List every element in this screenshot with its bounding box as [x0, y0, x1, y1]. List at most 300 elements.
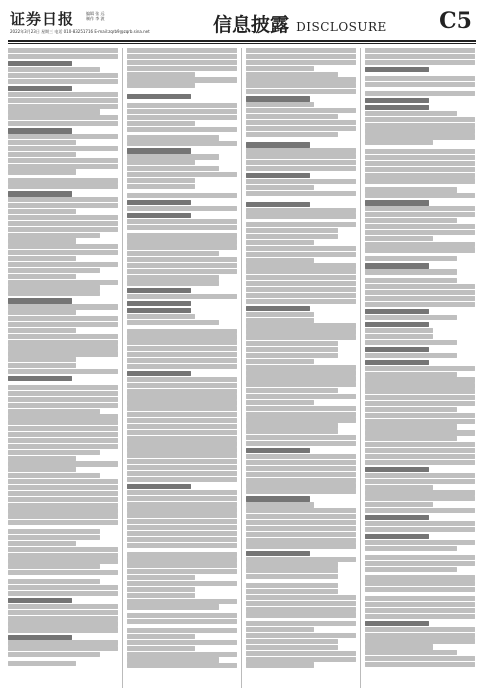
- text-line: [365, 296, 475, 301]
- text-line: [365, 608, 475, 613]
- text-line: [365, 347, 429, 352]
- text-line: [8, 397, 118, 402]
- text-line: [8, 158, 118, 163]
- text-line: [365, 460, 475, 465]
- text-line: [246, 293, 356, 298]
- text-line: [365, 596, 475, 601]
- text-line: [365, 473, 475, 478]
- text-line: [365, 575, 475, 580]
- text-line: [127, 213, 191, 218]
- text-line: [127, 465, 237, 470]
- text-line: [127, 459, 237, 464]
- text-line: [246, 502, 314, 507]
- text-line: [127, 329, 237, 334]
- text-line: [127, 447, 237, 452]
- text-line: [8, 547, 118, 552]
- text-line: [127, 502, 237, 507]
- text-line: [246, 412, 356, 417]
- text-line: [246, 589, 338, 594]
- text-line: [246, 234, 338, 239]
- text-line: [365, 496, 475, 501]
- text-line: [246, 353, 338, 358]
- text-line: [365, 567, 457, 572]
- text-line: [365, 155, 475, 160]
- text-line: [8, 164, 118, 169]
- text-line: [127, 225, 237, 230]
- text-line: [246, 466, 356, 471]
- text-line: [127, 288, 191, 293]
- text-line: [246, 607, 356, 612]
- text-line: [8, 67, 100, 72]
- text-line: [365, 419, 475, 424]
- text-line: [365, 178, 475, 183]
- text-line: [8, 184, 118, 189]
- text-line: [8, 479, 118, 484]
- text-line: [127, 513, 237, 518]
- text-line: [365, 442, 475, 447]
- text-line: [246, 323, 356, 328]
- text-line: [127, 301, 191, 306]
- text-line: [8, 535, 100, 540]
- text-line: [127, 148, 191, 153]
- text-line: [246, 472, 356, 477]
- text-line: [365, 413, 475, 418]
- column-divider: [122, 48, 123, 688]
- text-line: [246, 645, 338, 650]
- text-line: [8, 79, 118, 84]
- text-line: [365, 527, 475, 532]
- text-line: [365, 389, 475, 394]
- text-line: [127, 193, 237, 198]
- text-line: [127, 141, 237, 146]
- section-title-cn: 信息披露: [213, 14, 290, 36]
- text-line: [8, 340, 118, 345]
- text-line: [127, 507, 237, 512]
- text-line: [127, 453, 237, 458]
- text-line: [8, 298, 72, 303]
- header-rule-thick: [8, 40, 476, 42]
- text-line: [246, 526, 356, 531]
- text-line: [365, 555, 475, 560]
- text-line: [8, 48, 118, 53]
- text-line: [127, 563, 237, 568]
- text-line: [8, 221, 118, 226]
- text-line: [127, 178, 195, 183]
- text-line: [8, 152, 76, 157]
- text-line: [365, 340, 457, 345]
- text-line: [8, 328, 76, 333]
- text-line: [246, 287, 356, 292]
- text-line: [8, 456, 76, 461]
- text-line: [127, 233, 237, 238]
- text-line: [246, 633, 356, 638]
- text-line: [365, 621, 429, 626]
- text-line: [127, 94, 191, 99]
- column-divider: [241, 48, 242, 688]
- text-line: [8, 203, 118, 208]
- text-line: [365, 193, 475, 198]
- text-line: [8, 244, 118, 249]
- text-line: [365, 366, 475, 371]
- text-line: [8, 444, 118, 449]
- text-line: [365, 353, 457, 358]
- text-line: [365, 200, 429, 205]
- section-title: [213, 10, 387, 37]
- text-line: [365, 173, 475, 178]
- text-line: [365, 54, 475, 59]
- text-line: [365, 633, 475, 638]
- text-line: [365, 662, 475, 667]
- text-line: [365, 187, 457, 192]
- text-line: [246, 359, 314, 364]
- text-line: [365, 656, 475, 661]
- text-line: [246, 520, 356, 525]
- text-line: [365, 401, 475, 406]
- text-line: [8, 92, 118, 97]
- text-line: [246, 627, 314, 632]
- text-line: [365, 105, 429, 110]
- issue-meta: 2022年3月23日 星期三 电话 010-83251716 E-mail:zqrb9@zqrb.sina.net: [10, 29, 150, 34]
- text-line: [246, 120, 356, 125]
- text-line: [127, 257, 237, 262]
- text-line: [8, 54, 118, 59]
- text-line: [8, 304, 118, 309]
- text-line: [246, 460, 356, 465]
- text-line: [127, 394, 237, 399]
- text-line: [365, 627, 475, 632]
- text-line: [365, 334, 433, 339]
- text-line: [8, 585, 118, 590]
- text-line: [127, 646, 195, 651]
- text-line: [246, 478, 356, 483]
- text-line: [246, 562, 338, 567]
- text-line: [8, 403, 118, 408]
- text-line: [8, 262, 118, 267]
- text-line: [246, 341, 338, 346]
- text-line: [8, 610, 118, 615]
- text-line: [127, 593, 195, 598]
- text-line: [8, 233, 100, 238]
- text-line: [246, 621, 356, 626]
- text-line: [365, 502, 433, 507]
- text-line: [246, 208, 356, 213]
- text-line: [127, 613, 237, 618]
- text-line: [246, 508, 356, 513]
- text-line: [8, 461, 118, 466]
- text-line: [8, 369, 118, 374]
- text-line: [246, 347, 338, 352]
- text-line: [127, 575, 195, 580]
- text-line: [8, 169, 76, 174]
- text-line: [127, 54, 237, 59]
- text-line: [127, 294, 237, 299]
- text-line: [246, 417, 356, 422]
- text-line: [365, 614, 475, 619]
- text-line: [127, 652, 237, 657]
- text-line: [246, 96, 310, 101]
- text-line: [365, 117, 475, 122]
- text-line: [8, 616, 118, 621]
- text-line: [127, 314, 195, 319]
- text-line: [246, 258, 314, 263]
- text-line: [246, 612, 356, 617]
- text-line: [246, 406, 356, 411]
- text-line: [8, 73, 118, 78]
- text-line: [8, 61, 72, 66]
- text-line: [127, 471, 237, 476]
- text-line: [246, 651, 356, 656]
- text-line: [246, 77, 356, 82]
- text-line: [127, 83, 195, 88]
- text-line: [8, 450, 100, 455]
- text-line: [127, 657, 219, 662]
- text-line: [246, 595, 356, 600]
- text-line: [8, 485, 118, 490]
- text-line: [365, 230, 475, 235]
- text-line: [127, 412, 237, 417]
- text-line: [246, 83, 356, 88]
- text-line: [127, 406, 237, 411]
- text-line: [365, 540, 475, 545]
- text-line: [246, 54, 356, 59]
- text-line: [127, 334, 237, 339]
- text-line: [127, 352, 237, 357]
- text-line: [127, 72, 195, 77]
- text-line: [127, 66, 237, 71]
- text-line: [365, 581, 475, 586]
- text-line: [365, 309, 429, 314]
- text-line: [8, 134, 118, 139]
- text-line: [127, 115, 237, 120]
- text-line: [365, 284, 475, 289]
- text-line: [127, 377, 237, 382]
- text-line: [8, 514, 118, 519]
- text-line: [246, 335, 356, 340]
- text-line: [246, 166, 356, 171]
- text-line: [365, 218, 457, 223]
- text-line: [127, 619, 237, 624]
- text-line: [246, 154, 356, 159]
- text-line: [365, 269, 457, 274]
- text-line: [127, 424, 237, 429]
- text-line: [365, 149, 475, 154]
- text-line: [127, 628, 237, 633]
- text-line: [365, 638, 475, 643]
- section-title-en: DISCLOSURE: [296, 20, 387, 34]
- text-line: [8, 621, 118, 626]
- text-line: [246, 532, 356, 537]
- text-line: [8, 414, 118, 419]
- text-line: [8, 591, 118, 596]
- text-line: [127, 358, 237, 363]
- text-line: [365, 521, 475, 526]
- text-line: [246, 435, 356, 440]
- text-line: [365, 328, 433, 333]
- text-line: [365, 67, 429, 72]
- text-line: [8, 357, 76, 362]
- text-line: [246, 72, 338, 77]
- text-line: [246, 454, 356, 459]
- text-line: [8, 570, 118, 575]
- text-line: [246, 89, 356, 94]
- text-line: [246, 240, 314, 245]
- text-line: [127, 543, 237, 548]
- text-line: [8, 98, 118, 103]
- text-line: [246, 376, 356, 381]
- text-line: [127, 477, 237, 482]
- text-line: [8, 227, 118, 232]
- text-line: [246, 137, 356, 140]
- text-line: [246, 441, 356, 446]
- text-line: [8, 491, 118, 496]
- text-line: [365, 128, 475, 133]
- text-line: [8, 438, 118, 443]
- text-line: [8, 280, 118, 285]
- text-line: [246, 179, 356, 184]
- text-line: [365, 48, 475, 53]
- text-line: [127, 371, 191, 376]
- text-line: [8, 604, 118, 609]
- text-line: [246, 197, 356, 200]
- text-line: [8, 598, 72, 603]
- text-line: [246, 388, 338, 393]
- article-body: [8, 48, 476, 688]
- text-line: [127, 418, 237, 423]
- text-line: [246, 148, 356, 153]
- text-line: [246, 228, 338, 233]
- text-line: [365, 515, 429, 520]
- text-line: [8, 322, 118, 327]
- text-line: [127, 340, 237, 345]
- text-line: [127, 552, 237, 557]
- masthead: [8, 6, 476, 40]
- text-line: [246, 538, 356, 543]
- text-line: [365, 212, 475, 217]
- text-line: [8, 564, 100, 569]
- text-line: [127, 200, 191, 205]
- text-column-4: [365, 48, 475, 688]
- text-line: [8, 627, 118, 632]
- text-line: [8, 345, 118, 350]
- text-line: [246, 496, 310, 501]
- text-line: [8, 467, 76, 472]
- text-line: [365, 278, 457, 283]
- text-line: [127, 166, 219, 171]
- text-line: [8, 128, 72, 133]
- text-line: [246, 202, 310, 207]
- text-line: [246, 489, 356, 494]
- editor-credits: 编辑 张 远 制作 李 波: [86, 11, 105, 21]
- text-line: [365, 372, 457, 377]
- text-line: [365, 534, 429, 539]
- text-line: [127, 519, 237, 524]
- text-line: [246, 126, 356, 131]
- text-line: [127, 280, 219, 285]
- text-line: [8, 363, 76, 368]
- text-line: [246, 543, 356, 548]
- text-line: [246, 657, 356, 662]
- text-line: [365, 134, 475, 139]
- text-line: [127, 496, 237, 501]
- text-line: [246, 329, 356, 334]
- text-line: [127, 383, 237, 388]
- text-line: [8, 115, 118, 120]
- text-line: [127, 251, 219, 256]
- text-line: [8, 250, 118, 255]
- text-line: [8, 432, 118, 437]
- text-line: [246, 662, 314, 667]
- text-line: [127, 60, 237, 65]
- text-line: [246, 275, 356, 280]
- text-line: [365, 508, 475, 513]
- text-line: [365, 60, 475, 65]
- text-line: [246, 191, 356, 196]
- text-line: [365, 91, 475, 96]
- text-line: [127, 663, 237, 668]
- text-line: [246, 551, 310, 556]
- text-line: [246, 269, 356, 274]
- text-line: [365, 485, 433, 490]
- text-line: [127, 430, 237, 435]
- text-line: [246, 639, 338, 644]
- text-line: [127, 172, 237, 177]
- text-line: [8, 541, 76, 546]
- text-line: [365, 242, 475, 247]
- text-line: [8, 376, 72, 381]
- text-line: [8, 503, 118, 508]
- text-line: [246, 66, 314, 71]
- text-line: [365, 479, 475, 484]
- text-line: [365, 436, 457, 441]
- text-line: [246, 312, 314, 317]
- text-line: [365, 644, 433, 649]
- text-line: [8, 646, 118, 651]
- text-line: [246, 185, 314, 190]
- text-line: [127, 103, 237, 108]
- text-line: [8, 473, 100, 478]
- text-line: [365, 315, 457, 320]
- text-line: [127, 525, 237, 530]
- text-column-2: [127, 48, 237, 688]
- text-line: [8, 178, 118, 183]
- text-line: [8, 146, 118, 151]
- text-line: [365, 407, 457, 412]
- text-line: [127, 275, 219, 280]
- column-divider: [360, 48, 361, 688]
- text-line: [8, 238, 76, 243]
- text-line: [127, 604, 219, 609]
- text-line: [8, 121, 118, 126]
- text-line: [8, 497, 118, 502]
- text-line: [8, 635, 72, 640]
- text-line: [127, 245, 237, 250]
- text-line: [127, 364, 237, 369]
- text-line: [127, 581, 237, 586]
- text-line: [127, 121, 195, 126]
- text-line: [127, 484, 191, 489]
- text-line: [8, 351, 118, 356]
- text-line: [8, 508, 118, 513]
- text-line: [8, 409, 100, 414]
- text-line: [365, 424, 457, 429]
- text-line: [127, 219, 237, 224]
- text-line: [8, 640, 118, 645]
- text-line: [127, 154, 219, 159]
- text-line: [246, 318, 314, 323]
- text-line: [246, 160, 356, 165]
- text-line: [127, 48, 237, 53]
- text-line: [365, 98, 429, 103]
